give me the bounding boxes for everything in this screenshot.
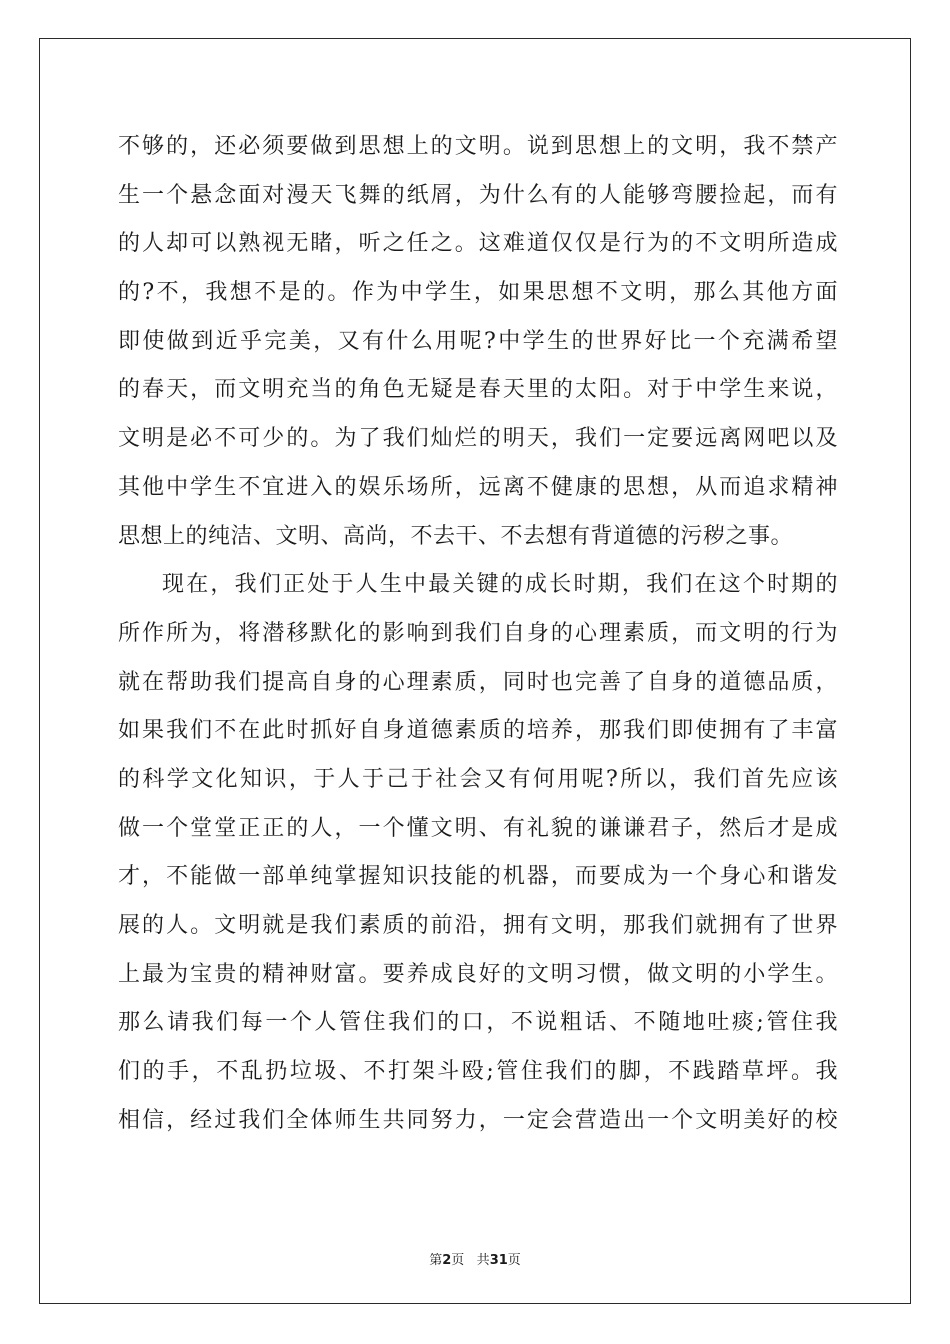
text-line: 们的手，不乱扔垃圾、不打架斗殴;管住我们的脚，不践踏草坪。我 bbox=[118, 1059, 838, 1085]
text-line: 做一个堂堂正正的人，一个懂文明、有礼貌的谦谦君子，然后才是成 bbox=[118, 815, 838, 841]
text-line: 即使做到近乎完美，又有什么用呢?中学生的世界好比一个充满希望 bbox=[118, 328, 838, 354]
page-prefix: 第 bbox=[429, 1253, 443, 1268]
text-line: 其他中学生不宜进入的娱乐场所，远离不健康的思想，从而追求精神 bbox=[118, 474, 838, 500]
total-suffix: 页 bbox=[507, 1253, 521, 1268]
text-line: 的?不，我想不是的。作为中学生，如果思想不文明，那么其他方面 bbox=[118, 280, 838, 306]
text-line: 就在帮助我们提高自身的心理素质，同时也完善了自身的道德品质， bbox=[118, 669, 838, 695]
text-line: 思想上的纯洁、文明、高尚，不去干、不去想有背道德的污秽之事。 bbox=[118, 523, 794, 549]
total-prefix: 共 bbox=[476, 1253, 490, 1268]
document-body bbox=[118, 123, 838, 1145]
text-line: 展的人。文明就是我们素质的前沿，拥有文明，那我们就拥有了世界 bbox=[118, 913, 838, 938]
text-line: 的人却可以熟视无睹，听之任之。这难道仅仅是行为的不文明所造成 bbox=[118, 231, 838, 257]
text-line: 如果我们不在此时抓好自身道德素质的培养，那我们即使拥有了丰富 bbox=[118, 718, 838, 744]
text-line: 所作所为，将潜移默化的影响到我们自身的心理素质，而文明的行为 bbox=[118, 620, 838, 646]
text-line: 的春天，而文明充当的角色无疑是春天里的太阳。对于中学生来说， bbox=[118, 377, 838, 403]
page-number: 2 bbox=[442, 1253, 452, 1268]
text-line: 上最为宝贵的精神财富。要养成良好的文明习惯，做文明的小学生。 bbox=[118, 961, 838, 987]
paragraph-first-line: 现在，我们正处于人生中最关键的成长时期，我们在这个时期的 bbox=[162, 572, 838, 598]
text-line: 才，不能做一部单纯掌握知识技能的机器，而要成为一个身心和谐发 bbox=[118, 864, 838, 890]
text-line: 不够的，还必须要做到思想上的文明。说到思想上的文明，我不禁产 bbox=[118, 134, 838, 159]
text-line: 生一个悬念面对漫天飞舞的纸屑，为什么有的人能够弯腰捡起，而有 bbox=[118, 182, 838, 208]
page-suffix: 页 bbox=[451, 1253, 465, 1268]
text-line: 相信，经过我们全体师生共同努力，一定会营造出一个文明美好的校 bbox=[118, 1107, 838, 1133]
total-pages: 31 bbox=[489, 1253, 508, 1268]
text-line: 文明是必不可少的。为了我们灿烂的明天，我们一定要远离网吧以及 bbox=[118, 426, 838, 452]
text-line: 那么请我们每一个人管住我们的口，不说粗话、不随地吐痰;管住我 bbox=[118, 1010, 838, 1036]
page-footer bbox=[0, 1249, 950, 1268]
text-line: 的科学文化知识，于人于己于社会又有何用呢?所以，我们首先应该 bbox=[118, 766, 838, 792]
